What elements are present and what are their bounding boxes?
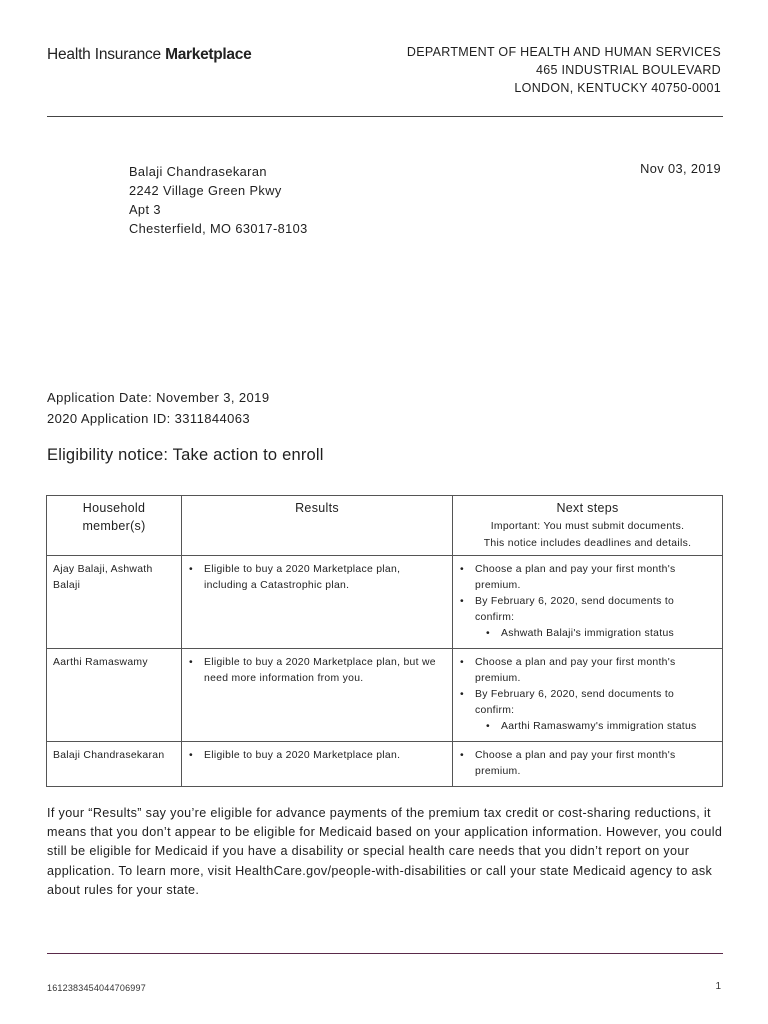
step-item: • Choose a plan and pay your first month's premium.	[459, 748, 716, 780]
column-header-results: Results	[182, 496, 453, 556]
member-cell: Balaji Chandrasekaran	[47, 742, 182, 787]
step-text: By February 6, 2020, send documents to confirm:	[475, 596, 675, 623]
logo-text: Health Insurance	[47, 46, 166, 63]
member-cell: Ajay Balaji, Ashwath Balaji	[47, 556, 182, 649]
document-item: • Aarthi Ramaswamy's immigration status	[475, 719, 716, 735]
step-text: By February 6, 2020, send documents to confirm:	[475, 689, 675, 716]
step-item	[459, 594, 716, 642]
next-steps-note-line1: Important: You must submit documents.	[490, 521, 685, 532]
next-steps-note-line2: This notice includes deadlines and details.	[483, 538, 692, 549]
medicaid-info-paragraph: If your “Results” say you’re eligible for advance payments of the premium tax credit or cost-sharing reductions, it means that you don’t appear to be eligible for Medicaid based on your application information. However, you could still be eligible for Medicaid if you have a disability or special health care needs that you didn’t report on your application. To learn more, visit HealthCare.gov/people-with-disabilities or call your state Medicaid agency to ask about rules for your state.	[47, 806, 723, 897]
recipient-street: 2242 Village Green Pkwy	[129, 183, 282, 198]
column-header-next-steps	[453, 496, 723, 556]
eligibility-table	[46, 495, 723, 787]
recipient-address	[129, 162, 308, 238]
result-cell	[182, 649, 453, 742]
result-cell	[182, 742, 453, 787]
recipient-unit: Apt 3	[129, 202, 161, 217]
table-row	[47, 556, 723, 649]
result-item: • Eligible to buy a 2020 Marketplace plan, including a Catastrophic plan.	[188, 562, 446, 594]
logo-text-strong: Marketplace	[165, 46, 252, 63]
step-item	[459, 687, 716, 735]
table-row	[47, 649, 723, 742]
next-steps-title: Next steps	[556, 501, 619, 515]
table-header-row	[47, 496, 723, 556]
next-steps-cell	[453, 556, 723, 649]
table-row	[47, 742, 723, 787]
result-cell	[182, 556, 453, 649]
result-item: • Eligible to buy a 2020 Marketplace plan, but we need more information from you.	[188, 655, 446, 687]
recipient-city: Chesterfield, MO 63017-8103	[129, 221, 308, 236]
step-item: • Choose a plan and pay your first month's premium.	[459, 562, 716, 594]
next-steps-cell	[453, 742, 723, 787]
footer-divider	[47, 953, 723, 954]
document-item: • Ashwath Balaji's immigration status	[475, 626, 716, 642]
result-item: • Eligible to buy a 2020 Marketplace plan.	[188, 748, 446, 764]
marketplace-logo	[47, 46, 251, 64]
notice-date: Nov 03, 2019	[640, 161, 721, 176]
agency-name: DEPARTMENT OF HEALTH AND HUMAN SERVICES	[406, 45, 721, 59]
next-steps-note	[459, 518, 716, 552]
agency-city: LONDON, KENTUCKY 40750-0001	[514, 81, 721, 95]
application-date: Application Date: November 3, 2019	[47, 390, 270, 405]
application-info	[47, 387, 269, 429]
document-id: 1612383454044706997	[47, 983, 146, 993]
next-steps-cell	[453, 649, 723, 742]
recipient-name: Balaji Chandrasekaran	[129, 164, 267, 179]
header-divider	[47, 116, 723, 117]
agency-street: 465 INDUSTRIAL BOULEVARD	[535, 63, 721, 77]
step-item: • Choose a plan and pay your first month's premium.	[459, 655, 716, 687]
page-title: Eligibility notice: Take action to enroll	[47, 446, 324, 464]
application-id: 2020 Application ID: 3311844063	[47, 411, 250, 426]
column-header-member: Household member(s)	[47, 496, 182, 556]
page-number: 1	[715, 981, 721, 992]
member-cell: Aarthi Ramaswamy	[47, 649, 182, 742]
agency-address	[407, 43, 721, 97]
